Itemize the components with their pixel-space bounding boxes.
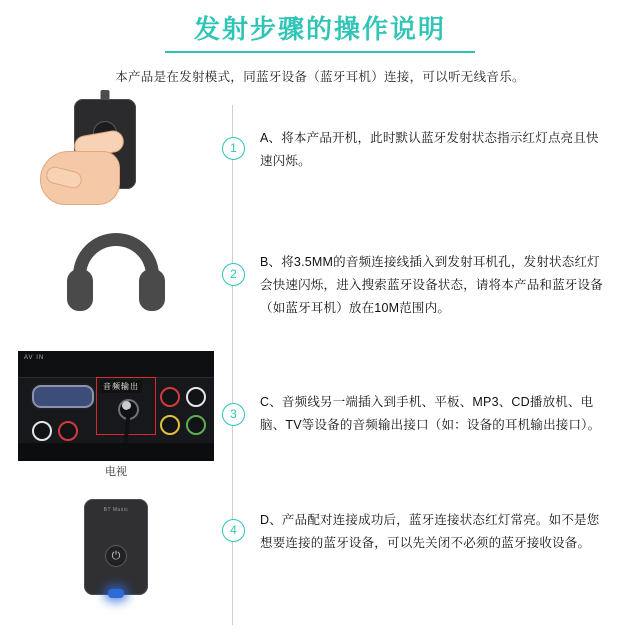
list-item: [0, 225, 640, 337]
panel-bottom-strip: [18, 443, 214, 461]
step-2-text: B、将3.5MM的音频连接线插入到发射耳机孔，发射状态红灯会快速闪烁，进入搜索蓝牙设备状态，请将本产品和蓝牙设备（如蓝牙耳机）放在10M范围内。: [260, 255, 603, 316]
list-item: [0, 351, 640, 483]
step-1-illustration: [0, 95, 232, 213]
step-3-illustration: [0, 351, 232, 483]
rca-port-yellow: [160, 415, 180, 435]
status-led-indicator: [108, 589, 124, 598]
title-underline: [165, 51, 475, 53]
step-badge-2: 2: [222, 263, 245, 286]
list-item: [0, 95, 640, 213]
step-badge-4: 4: [222, 519, 245, 542]
rca-port-green: [186, 415, 206, 435]
headphone-left-cup: [67, 269, 93, 311]
usb-plug-icon: [101, 90, 110, 100]
step-badge-3: 3: [222, 403, 245, 426]
panel-top-label: AV IN: [24, 355, 45, 362]
step-3-text: C、音频线另一端插入到手机、平板、MP3、CD播放机、电脑、TV等设备的音频输出接口（如：设备的耳机输出接口）。: [260, 395, 601, 433]
rca-port-white: [186, 387, 206, 407]
step-badge-1: 1: [222, 137, 245, 160]
tv-back-panel-photo: [18, 351, 214, 483]
rca-port-aux-right: [58, 421, 78, 441]
vga-port-icon: [32, 385, 94, 408]
headphone-icon: [61, 225, 171, 321]
tv-port-panel: [18, 351, 214, 461]
page-title: 发射步骤的操作说明: [193, 14, 446, 44]
page-header: [0, 0, 640, 85]
step-1-text: A、将本产品开机，此时默认蓝牙发射状态指示红灯点亮且快速闪烁。: [260, 131, 599, 169]
rca-port-red: [160, 387, 180, 407]
headphone-right-cup: [139, 269, 165, 311]
list-item: [0, 493, 640, 611]
hand-icon: [40, 129, 126, 205]
bluetooth-device-connected: [84, 499, 148, 595]
hand-pressing-device-art: [36, 95, 196, 213]
step-4-illustration: [0, 493, 232, 611]
page-subtitle: 本产品是在发射模式，同蓝牙设备（蓝牙耳机）连接，可以听无线音乐。: [115, 70, 525, 85]
panel-top-strip: [18, 351, 214, 378]
tv-caption: 电视: [105, 466, 127, 479]
audio-output-label: 音频输出: [100, 380, 142, 393]
device-brand-label: BT Music: [103, 507, 129, 514]
step-2-illustration: [0, 225, 232, 321]
rca-port-aux-left: [32, 421, 52, 441]
device-led-art: [56, 493, 176, 611]
step-4-text: D、产品配对连接成功后，蓝牙连接状态红灯常亮。如不是您想要连接的蓝牙设备，可以先关闭不必须的蓝牙接收设备。: [260, 513, 600, 551]
steps-list: [0, 95, 640, 611]
power-icon: ⏻: [105, 545, 127, 567]
